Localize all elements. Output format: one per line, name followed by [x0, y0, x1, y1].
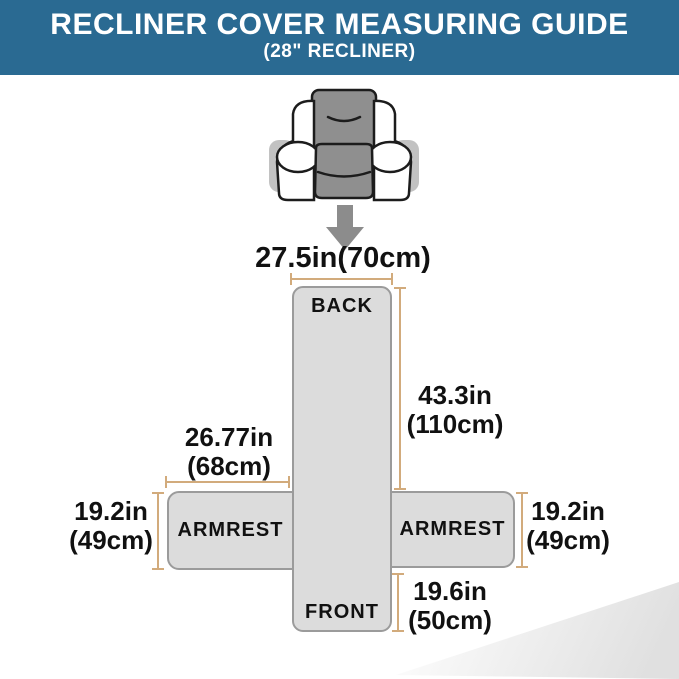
- back-front-panel: [292, 286, 392, 632]
- front-label: FRONT: [305, 601, 379, 623]
- seat-cushion: [315, 144, 373, 198]
- back-width-measurement: 27.5in(70cm): [255, 242, 431, 274]
- recliner-chair-svg: [268, 88, 420, 205]
- back-length-measurement: 43.3in (110cm): [406, 380, 504, 439]
- armrest-length-measurement: 26.77in (68cm): [184, 422, 274, 481]
- right-armrest-width-measurement: 19.2in (49cm): [526, 496, 610, 555]
- header-banner: [0, 0, 679, 75]
- front-length-measurement: 19.6in (50cm): [408, 576, 492, 635]
- page-title: RECLINER COVER MEASURING GUIDE: [50, 8, 629, 41]
- page-subtitle: (28" RECLINER): [263, 41, 416, 62]
- back-width-measure-line: [290, 273, 393, 285]
- right-arm-roll: [369, 142, 411, 172]
- right-armrest-label: ARMREST: [399, 517, 506, 540]
- left-armrest-width-measurement: 19.2in (49cm): [69, 496, 153, 555]
- recliner-chair-illustration: [268, 88, 420, 205]
- left-arm-roll: [277, 142, 319, 172]
- left-armrest-label: ARMREST: [177, 518, 284, 541]
- left-armrest-panel: [167, 491, 294, 570]
- back-label: BACK: [311, 295, 373, 317]
